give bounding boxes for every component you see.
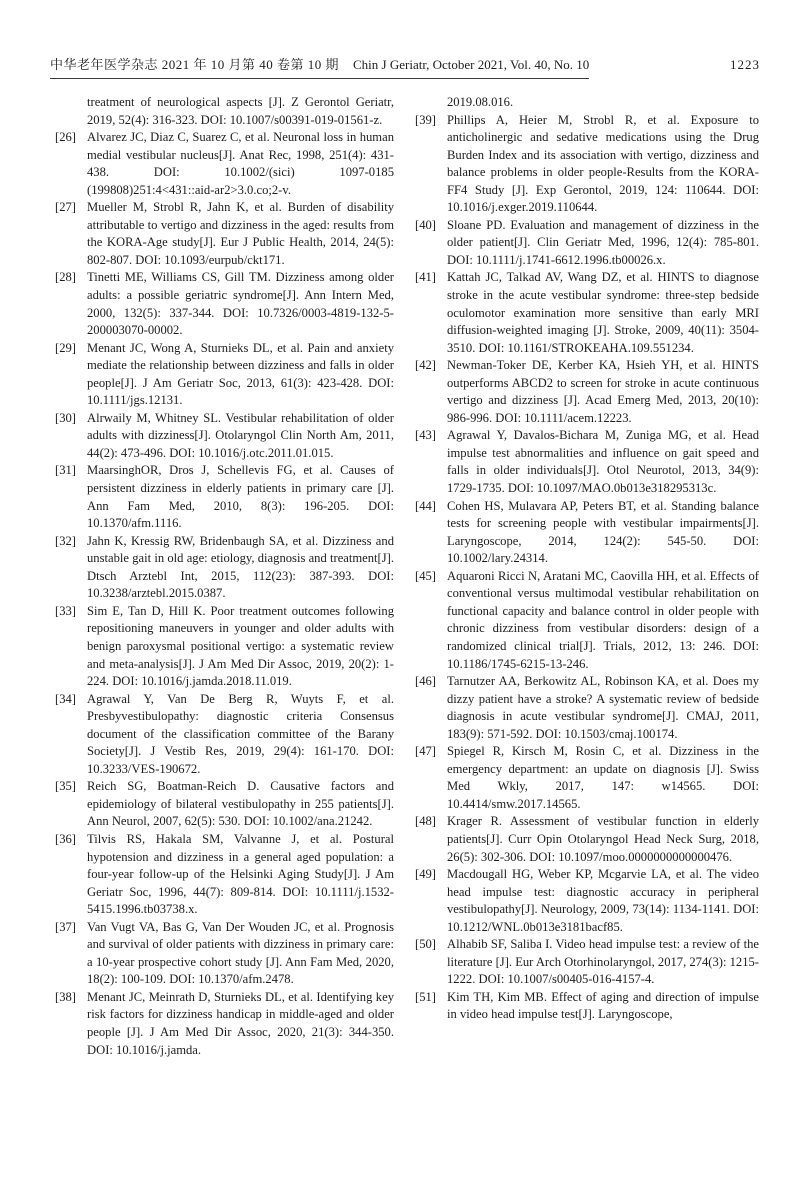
reference-text: Krager R. Assessment of vestibular function in elderly patients[J]. Curr Opin Otolaryngol Head Neck Surg, 2018, 26(5): 302-306. DOI: 10.1097/moo.0000000000000476. xyxy=(447,814,759,864)
reference-text: Jahn K, Kressig RW, Bridenbaugh SA, et al. Dizziness and unstable gait in old age: etiology, diagnosis and treatment[J]. Dtsch Arztebl Int, 2015, 112(23): 387-393. DOI: 10.3238/arztebl.2015.0387. xyxy=(87,533,394,601)
reference-number: [47] xyxy=(415,744,436,759)
reference-list-left xyxy=(55,129,394,1059)
reference-number: [28] xyxy=(55,270,76,285)
reference-item xyxy=(55,462,394,532)
reference-text: Agrawal Y, Davalos-Bichara M, Zuniga MG, et al. Head impulse test abnormalities and influence on gait speed and falls in older individuals[J]. Otol Neurotol, 2013, 34(9): 1729-1735. DOI: 10.1097/MAO.0b013e318295313c. xyxy=(447,428,759,496)
references-section xyxy=(55,94,759,1059)
reference-number: [37] xyxy=(55,919,76,934)
reference-continuation-right: 2019.08.016. xyxy=(447,95,514,109)
reference-text: Spiegel R, Kirsch M, Rosin C, et al. Dizziness in the emergency department: an update on diagnosis [J]. Swiss Med Wkly, 2017, 147: w14565. DOI: 10.4414/smw.2017.14565. xyxy=(447,744,759,811)
reference-text: Reich SG, Boatman-Reich D. Causative factors and epidemiology of bilateral vestibulopathy in 255 patients[J]. Ann Neurol, 2007, 62(5): 530. DOI: 10.1002/ana.21242. xyxy=(87,779,394,829)
reference-item xyxy=(415,866,759,936)
reference-number: [45] xyxy=(415,568,436,583)
right-column xyxy=(415,94,759,1059)
reference-text: Kattah JC, Talkad AV, Wang DZ, et al. HINTS to diagnose stroke in the acute vestibular syndrome: three-step bedside oculomotor examination more sensitive than early MRI diffusion-weighted imaging [J]. Stroke, 2009, 40(11): 3504-3510. DOI: 10.1161/STROKEAHA.109.551234. xyxy=(447,270,759,355)
reference-item xyxy=(55,533,394,603)
reference-item xyxy=(55,831,394,919)
reference-number: [31] xyxy=(55,463,76,478)
journal-title xyxy=(50,54,589,79)
reference-number: [39] xyxy=(415,112,436,127)
reference-item xyxy=(415,743,759,813)
reference-text: Tilvis RS, Hakala SM, Valvanne J, et al. Postural hypotension and dizziness in a general aged population: a four-year follow-up of the Helsinki Aging Study[J]. J Am Geriatr Soc, 1996, 44(7): 809-814. DOI: 10.1111/j.1532-5415.1996.tb03738.x. xyxy=(87,831,394,917)
reference-text: Mueller M, Strobl R, Jahn K, et al. Burden of disability attributable to vertigo and dizziness in the aged: results from the KORA-Age study[J]. Eur J Public Health, 2014, 24(5): 802-807. DOI: 10.1093/eurpub/ckt171. xyxy=(87,200,394,267)
reference-text: Alhabib SF, Saliba I. Video head impulse test: a review of the literature [J]. Eur Arch Otorhinolaryngol, 2017, 274(3): 1215-1222. DOI: 10.1007/s00405-016-4157-4. xyxy=(447,937,759,987)
reference-number: [34] xyxy=(55,691,76,706)
reference-number: [42] xyxy=(415,358,436,373)
reference-number: [27] xyxy=(55,200,76,215)
reference-number: [35] xyxy=(55,779,76,794)
left-column xyxy=(55,94,394,1059)
journal-title-cn: 中华老年医学杂志 2021 年 10 月第 40 卷第 10 期 xyxy=(50,57,340,72)
reference-text: Cohen HS, Mulavara AP, Peters BT, et al. Standing balance tests for screening people with vestibular impairments[J]. Laryngoscope, 2014, 124(2): 545-50. DOI: 10.1002/lary.24314. xyxy=(447,498,759,566)
reference-text: Tinetti ME, Williams CS, Gill TM. Dizziness among older adults: a possible geriatric syndrome[J]. Ann Intern Med, 2000, 132(5): 337-344. DOI: 10.7326/0003-4819-132-5-200003070-00002. xyxy=(87,270,394,338)
reference-number: [50] xyxy=(415,937,436,952)
reference-number: [26] xyxy=(55,130,76,145)
reference-number: [41] xyxy=(415,270,436,285)
reference-item xyxy=(415,989,759,1024)
reference-item xyxy=(415,112,759,217)
reference-text: Alvarez JC, Diaz C, Suarez C, et al. Neuronal loss in human medial vestibular nucleus[J]. Anat Rec, 1998, 251(4): 431-438. DOI: 10.1002/(sici) 1097-0185 (199808)251:4<431::aid-ar2>3.0.co;2-v. xyxy=(87,130,394,197)
reference-number: [30] xyxy=(55,410,76,425)
reference-item xyxy=(55,603,394,691)
reference-item xyxy=(415,269,759,357)
reference-item xyxy=(415,673,759,743)
reference-number: [32] xyxy=(55,533,76,548)
reference-item xyxy=(415,813,759,866)
reference-text: Sloane PD. Evaluation and management of dizziness in the older patient[J]. Clin Geriatr Med, 1996, 12(4): 785-801. DOI: 10.1111/j.1741-6612.1996.tb00026.x. xyxy=(447,217,759,267)
reference-text: Kim TH, Kim MB. Effect of aging and direction of impulse in video head impulse test[J]. Laryngoscope, xyxy=(447,989,759,1022)
reference-number: [49] xyxy=(415,867,436,882)
journal-title-en: Chin J Geriatr, October 2021, Vol. 40, No. 10 xyxy=(353,57,590,72)
reference-item xyxy=(415,427,759,497)
reference-number: [29] xyxy=(55,340,76,355)
reference-number: [44] xyxy=(415,498,436,513)
reference-item xyxy=(55,129,394,199)
reference-item xyxy=(415,568,759,673)
reference-number: [36] xyxy=(55,831,76,846)
reference-text: Agrawal Y, Van De Berg R, Wuyts F, et al. Presbyvestibulopathy: diagnostic criteria Consensus document of the classification committee of the Barany Society[J]. J Vestib Res, 2019, 29(4): 161-170. DOI: 10.3233/VES-190672. xyxy=(87,691,394,776)
reference-text: Alrwaily M, Whitney SL. Vestibular rehabilitation of older adults with dizziness[J]. Otolaryngol Clin North Am, 2011, 44(2): 473-496. DOI: 10.1016/j.otc.2011.01.015. xyxy=(87,410,394,460)
reference-text: Tarnutzer AA, Berkowitz AL, Robinson KA, et al. Does my dizzy patient have a stroke? A systematic review of bedside diagnosis in acute vestibular syndrome[J]. CMAJ, 2011, 183(9): 571-592. DOI: 10.1503/cmaj.100174. xyxy=(447,674,759,741)
reference-number: [43] xyxy=(415,428,436,443)
reference-number: [40] xyxy=(415,217,436,232)
reference-item xyxy=(55,778,394,831)
reference-item xyxy=(55,269,394,339)
reference-text: Macdougall HG, Weber KP, Mcgarvie LA, et al. The video head impulse test: diagnostic accuracy in peripheral vestibulopathy[J]. Neurology, 2009, 73(14): 1134-1141. DOI: 10.1212/WNL.0b013e3181bacf85. xyxy=(447,867,759,934)
reference-item xyxy=(415,936,759,989)
reference-text: Sim E, Tan D, Hill K. Poor treatment outcomes following repositioning maneuvers in younger and older adults with benign paroxysmal positional vertigo: a systematic review and meta-analysis[J]. J Am Med Dir Assoc, 2019, 20(2): 1-224. DOI: 10.1016/j.jamda.2018.11.019. xyxy=(87,603,394,689)
reference-number: [46] xyxy=(415,674,436,689)
reference-number: [48] xyxy=(415,814,436,829)
reference-number: [38] xyxy=(55,989,76,1004)
reference-item xyxy=(55,919,394,989)
reference-text: Newman-Toker DE, Kerber KA, Hsieh YH, et al. HINTS outperforms ABCD2 to screen for stroke in acute continuous vertigo and dizziness [J]. Acad Emerg Med, 2013, 20(10): 986-996. DOI: 10.1111/acem.12223. xyxy=(447,358,759,425)
reference-item xyxy=(55,989,394,1059)
reference-number: [33] xyxy=(55,603,76,618)
page-number: 1223 xyxy=(730,57,760,72)
page-header xyxy=(50,54,760,79)
reference-item xyxy=(55,340,394,410)
reference-item xyxy=(415,498,759,568)
reference-text: Aquaroni Ricci N, Aratani MC, Caovilla HH, et al. Effects of conventional versus multimodal vestibular rehabilitation on functional capacity and balance control in older people with chronic dizziness from vestibular disorders: design of a randomized clinical trial[J]. Trials, 2012, 13: 246. DOI: 10.1186/1745-6215-13-246. xyxy=(447,568,759,671)
reference-item xyxy=(55,691,394,779)
reference-text: Menant JC, Meinrath D, Sturnieks DL, et al. Identifying key risk factors for dizziness handicap in middle-aged and older people [J]. J Am Med Dir Assoc, 2020, 21(3): 344-350. DOI: 10.1016/j.jamda. xyxy=(87,989,394,1057)
reference-number: [51] xyxy=(415,989,436,1004)
reference-item xyxy=(415,217,759,270)
reference-item xyxy=(55,199,394,269)
reference-item xyxy=(415,357,759,427)
reference-text: MaarsinghOR, Dros J, Schellevis FG, et al. Causes of persistent dizziness in elderly patients in primary care [J]. Ann Fam Med, 2010, 8(3): 196-205. DOI: 10.1370/afm.1116. xyxy=(87,463,394,531)
reference-text: Van Vugt VA, Bas G, Van Der Wouden JC, et al. Prognosis and survival of older patients with dizziness in primary care: a 10-year prospective cohort study [J]. Ann Fam Med, 2020, 18(2): 100-109. DOI: 10.1370/afm.2478. xyxy=(87,919,394,987)
reference-continuation-left: treatment of neurological aspects [J]. Z Gerontol Geriatr, 2019, 52(4): 316-323. DOI: 10.1007/s00391-019-01561-z. xyxy=(87,95,394,127)
reference-text: Phillips A, Heier M, Strobl R, et al. Exposure to anticholinergic and sedative medications using the Drug Burden Index and its association with vertigo, dizziness and balance problems in older people-Results from the KORA-FF4 Study [J]. Exp Gerontol, 2019, 124: 110644. DOI: 10.1016/j.exger.2019.110644. xyxy=(447,112,759,215)
reference-text: Menant JC, Wong A, Sturnieks DL, et al. Pain and anxiety mediate the relationship between dizziness and falls in older people[J]. J Am Geriatr Soc, 2013, 61(3): 423-428. DOI: 10.1111/jgs.12131. xyxy=(87,340,394,408)
reference-list-right xyxy=(415,112,759,1024)
reference-item xyxy=(55,410,394,463)
